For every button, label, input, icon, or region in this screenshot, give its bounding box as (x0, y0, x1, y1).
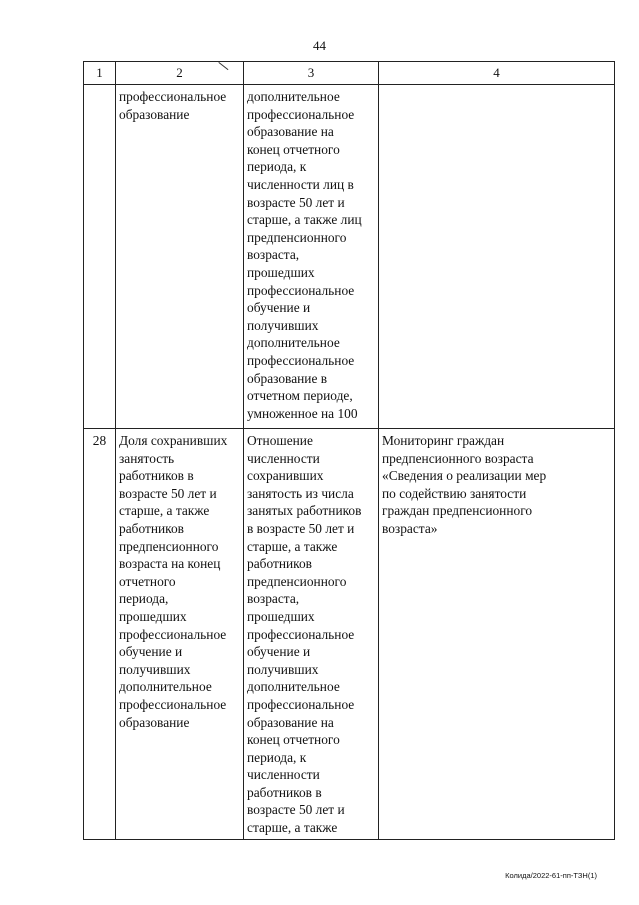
header-cell-1: 1 (84, 62, 116, 85)
table-row (84, 85, 615, 429)
indicator-name-text: профессиональное образование (119, 89, 227, 122)
indicator-name-text: Доля сохранивших занятость работников в возрасте 50 лет и старше, а также работников предпенсионного возраста на конец отчетного периода, прошедших профессиональное обучение и получивших дополнительное профессиональное образование (119, 433, 228, 730)
header-cell-3: 3 (244, 62, 379, 85)
indicator-name (116, 85, 244, 429)
header-cell-4: 4 (379, 62, 615, 85)
page-number: 44 (313, 38, 326, 53)
calculation-method (244, 429, 379, 840)
calculation-method (244, 85, 379, 429)
calculation-method-text: дополнительное профессиональное образование на конец отчетного периода, к численности лиц в возрасте 50 лет и старше, а также лиц предпенсионного возраста, прошедших профессиональное обучение и получивших дополнительное профессиональное образование в отчетном периоде, умноженное на 100 (247, 89, 362, 421)
indicators-table (83, 61, 615, 840)
header-row (84, 62, 615, 85)
table-row (84, 429, 615, 840)
document-code: Колида/2022-61-пп-ТЗН(1) (505, 871, 597, 880)
data-source-text: Мониторинг граждан предпенсионного возраста «Сведения о реализации мер по содействию занятости граждан предпенсионного возраста» (382, 433, 547, 536)
row-number (84, 85, 116, 429)
calculation-method-text: Отношение численности сохранивших занятость из числа занятых работников в возрасте 50 лет и старше, а также работников предпенсионного возраста, прошедших профессиональное обучение и получивших дополнительное профессиональное образование на конец отчетного периода, к численности работников в возрасте 50 лет и старше, а также (247, 433, 362, 836)
data-source (379, 85, 615, 429)
row-number: 28 (84, 429, 116, 840)
data-source (379, 429, 615, 840)
indicator-name (116, 429, 244, 840)
header-cell-2: 2 (116, 62, 244, 85)
